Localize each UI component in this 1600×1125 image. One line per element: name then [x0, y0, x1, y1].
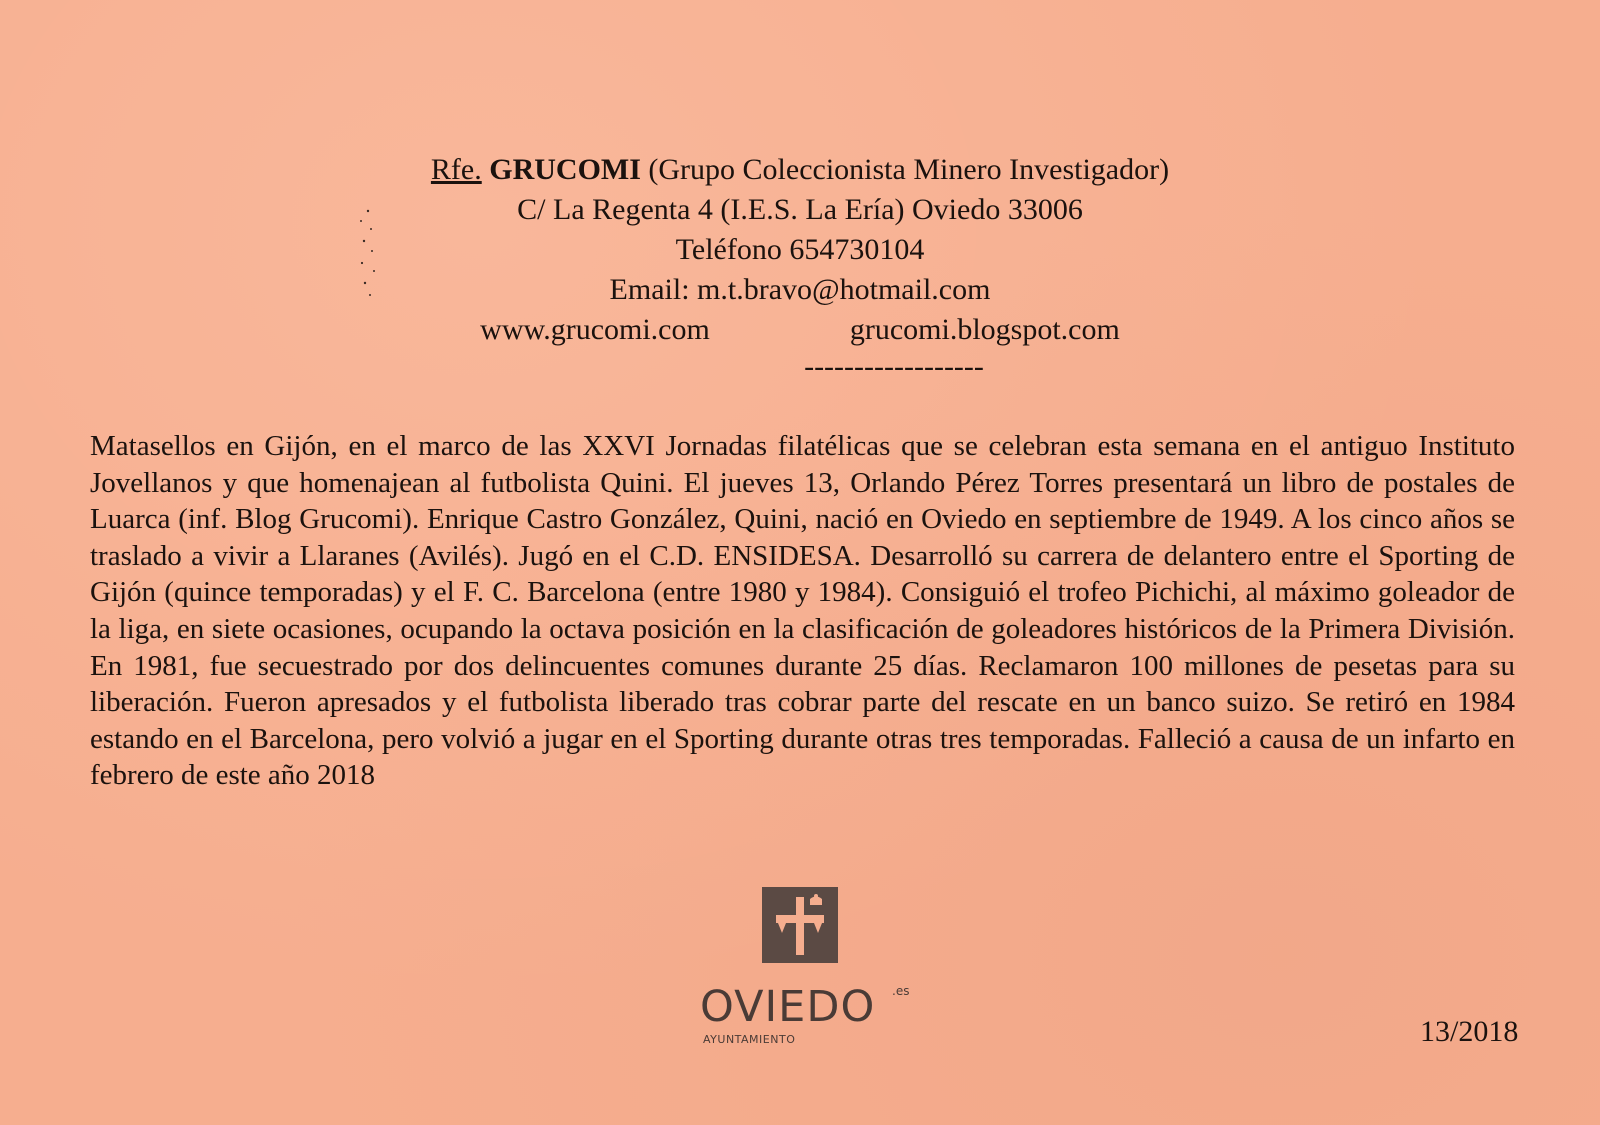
oviedo-logo-subtitle: AYUNTAMIENTO — [703, 1033, 796, 1046]
website-link: www.grucomi.com — [480, 313, 710, 346]
asturias-cross-logo-icon — [762, 887, 838, 963]
issue-number: 13/2018 — [1420, 1015, 1519, 1048]
stamp-dots-decoration — [356, 205, 380, 300]
body-paragraph: Matasellos en Gijón, en el marco de las XXVI Jornadas filatélicas que se celebran esta semana en el antiguo Instituto Jovellanos y que homenajean al futbolista Quini. El jueves 13, Orlando Pérez Torres presentará un libro de postales de Luarca (inf. Blog Grucomi). Enrique Castro González, Quini, nació en Oviedo en septiembre de 1949. A los cinco años se traslado a vivir a Llaranes (Avilés). Jugó en el C.D. ENSIDESA. Desarrolló su carrera de delantero entre el Sporting de Gijón (quince temporadas) y el F. C. Barcelona (entre 1980 y 1984). Consiguió el trofeo Pichichi, al máximo goleador de la liga, en siete ocasiones, ocupando la octava posición en la clasificación de goleadores históricos de la Primera División. En 1981, fue secuestrado por dos delincuentes comunes durante 25 días. Reclamaron 100 millones de pesetas para su liberación. Fueron apresados y el futbolista liberado tras cobrar parte del rescate en un banco suizo. Se retiró en 1984 estando en el Barcelona, pero volvió a jugar en el Sporting durante otras tres temporadas. Falleció a causa de un infarto en febrero de este año 2018 — [90, 430, 1515, 792]
email-line: Email: m.t.bravo@hotmail.com — [609, 273, 991, 306]
phone-line: Teléfono 654730104 — [675, 233, 925, 266]
brand-name: GRUCOMI — [489, 153, 641, 186]
header-title-line — [0, 150, 1600, 190]
oviedo-logo-tld: .es — [892, 984, 910, 998]
divider: ------------------ — [804, 350, 984, 383]
address-line: C/ La Regenta 4 (I.E.S. La Ería) Oviedo 33006 — [517, 193, 1083, 226]
header-block — [0, 150, 1600, 384]
ref-label: Rfe. — [430, 153, 482, 186]
oviedo-logo-text: OVIEDO — [700, 982, 876, 1032]
web-row — [0, 310, 1600, 350]
blog-link: grucomi.blogspot.com — [849, 313, 1120, 346]
group-name: (Grupo Coleccionista Minero Investigador) — [648, 153, 1170, 186]
